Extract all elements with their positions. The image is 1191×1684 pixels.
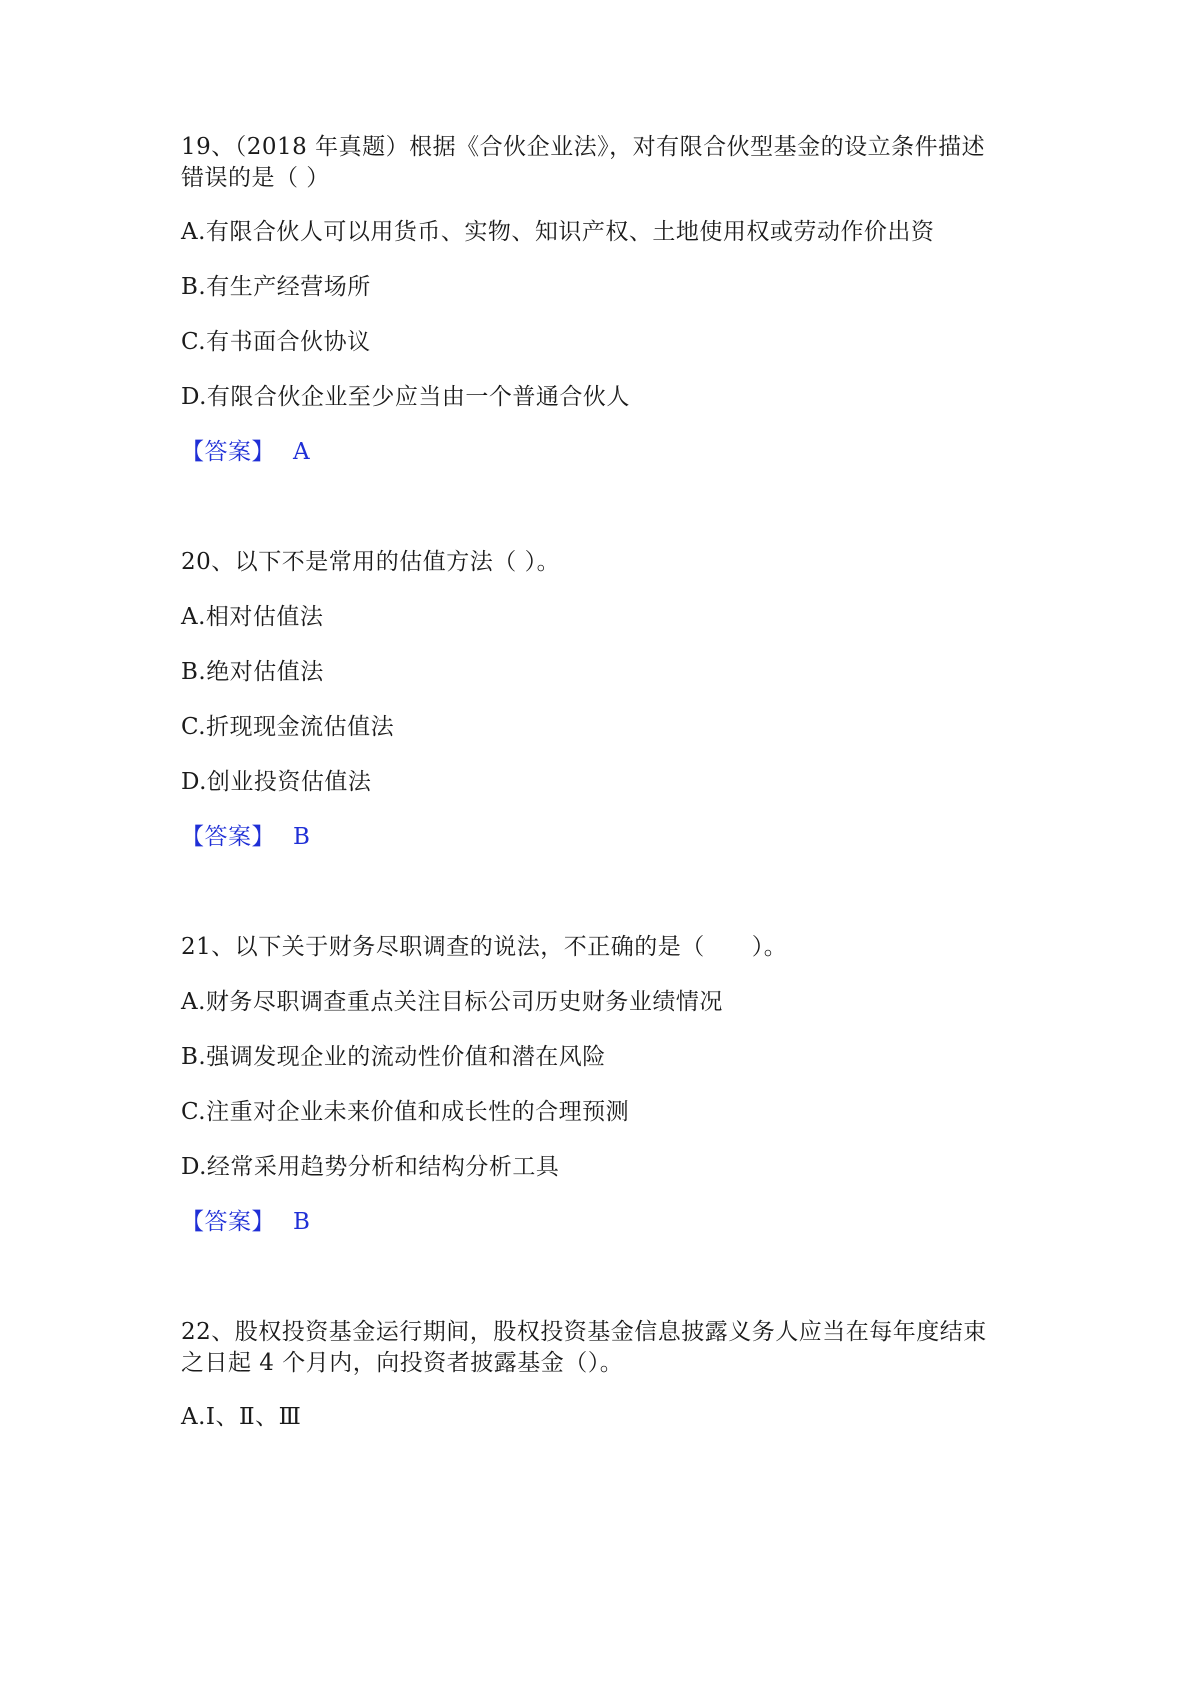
question-20-stem-line-1: 20、以下不是常用的估值方法（ ）。 (181, 549, 561, 575)
question-21-stem-line-1: 21、以下关于财务尽职调查的说法，不正确的是（ ）。 (181, 934, 788, 960)
question-20-option-d: D.创业投资估值法 (181, 769, 372, 795)
question-19-stem-line-1: 19、（2018 年真题）根据《合伙企业法》，对有限合伙型基金的设立条件描述 (181, 134, 986, 160)
question-19-option-d: D.有限合伙企业至少应当由一个普通合伙人 (181, 384, 630, 410)
question-22-stem-line-1: 22、股权投资基金运行期间，股权投资基金信息披露义务人应当在每年度结束 (181, 1319, 987, 1345)
question-21-answer (181, 1207, 310, 1237)
question-21-option-a: A.财务尽职调查重点关注目标公司历史财务业绩情况 (181, 989, 723, 1015)
question-20-option-a: A.相对估值法 (181, 604, 324, 630)
answer-label: 【答案】 (181, 824, 275, 850)
question-21-option-d: D.经常采用趋势分析和结构分析工具 (181, 1154, 560, 1180)
question-19-option-a: A.有限合伙人可以用货币、实物、知识产权、土地使用权或劳动作价出资 (181, 219, 935, 245)
answer-value: B (293, 1209, 311, 1235)
question-19-stem-line-2: 错误的是（ ） (181, 165, 330, 191)
question-21-option-c: C.注重对企业未来价值和成长性的合理预测 (181, 1099, 630, 1125)
answer-label: 【答案】 (181, 1209, 275, 1235)
question-22-option-a: A.Ⅰ、Ⅱ、Ⅲ (181, 1404, 302, 1430)
answer-value: B (293, 824, 311, 850)
question-20-option-c: C.折现现金流估值法 (181, 714, 395, 740)
question-22-stem-line-2: 之日起 4 个月内，向投资者披露基金（）。 (181, 1350, 624, 1376)
question-20-option-b: B.绝对估值法 (181, 659, 324, 685)
question-19-option-b: B.有生产经营场所 (181, 274, 371, 300)
question-21-option-b: B.强调发现企业的流动性价值和潜在风险 (181, 1044, 606, 1070)
question-19-answer (181, 437, 310, 467)
answer-value: A (293, 439, 311, 465)
question-20-answer (181, 822, 310, 852)
question-19-option-c: C.有书面合伙协议 (181, 329, 371, 355)
answer-label: 【答案】 (181, 439, 275, 465)
